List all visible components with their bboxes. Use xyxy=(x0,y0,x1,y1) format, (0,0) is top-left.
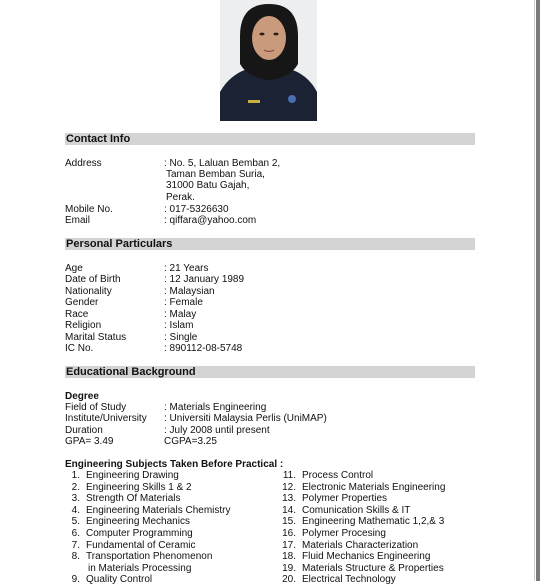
degree-label: Degree xyxy=(65,391,99,402)
subject-number: 13. xyxy=(282,493,296,504)
address-line-4: Perak. xyxy=(166,192,195,203)
subject-name: Fundamental of Ceramic xyxy=(86,540,196,551)
subject-name: Comunication Skills & IT xyxy=(302,505,411,516)
address-label: Address xyxy=(65,158,102,169)
personal-row xyxy=(65,343,242,354)
personal-value: : 21 Years xyxy=(164,263,209,274)
subject-number: 7. xyxy=(71,540,80,551)
subject-number: 9. xyxy=(71,574,80,585)
subject-name: Quality Control xyxy=(86,574,153,585)
subject-item xyxy=(66,563,191,575)
address-line-1: : No. 5, Laluan Bemban 2, xyxy=(164,158,281,169)
personal-label: Age xyxy=(65,263,83,274)
subject-number: 5. xyxy=(71,516,80,527)
subject-item xyxy=(280,505,410,517)
subject-name: Engineering Skills 1 & 2 xyxy=(86,482,192,493)
field-of-study-row xyxy=(65,402,266,413)
subject-name: Polymer Properties xyxy=(302,493,388,504)
personal-value: : 12 January 1989 xyxy=(164,274,245,285)
subject-name: Process Control xyxy=(302,470,374,481)
subject-name: Fluid Mechanics Engineering xyxy=(302,551,431,562)
subject-name: Materials Structure & Properties xyxy=(302,563,444,574)
window-scrollbar-edge xyxy=(536,0,540,581)
personal-label: IC No. xyxy=(65,343,94,354)
subject-name: Engineering Materials Chemistry xyxy=(86,505,231,516)
subject-item xyxy=(64,528,193,540)
personal-label: Date of Birth xyxy=(65,274,121,285)
contact-info-heading: Contact Info xyxy=(65,133,475,145)
personal-value: : Single xyxy=(164,332,198,343)
personal-value: : Malay xyxy=(164,309,197,320)
personal-row xyxy=(65,263,208,274)
personal-value: : Female xyxy=(164,297,203,308)
subject-number: 6. xyxy=(71,528,80,539)
subject-name: Strength Of Materials xyxy=(86,493,181,504)
subject-item xyxy=(280,563,444,575)
gpa-value: GPA= 3.49 xyxy=(65,436,114,447)
subject-item xyxy=(280,528,386,540)
personal-value: : Malaysian xyxy=(164,286,215,297)
subject-name: Engineering Mechanics xyxy=(86,516,190,527)
subject-number: 18. xyxy=(282,551,296,562)
subject-item xyxy=(64,505,231,517)
duration-label: Duration xyxy=(65,425,103,436)
personal-row xyxy=(65,297,203,308)
subject-number: 8. xyxy=(71,551,80,562)
subject-name: Electronic Materials Engineering xyxy=(302,482,446,493)
subject-number: 12. xyxy=(282,482,296,493)
subject-number: 3. xyxy=(71,493,80,504)
subject-name: Electrical Technology xyxy=(302,574,396,585)
personal-label: Marital Status xyxy=(65,332,127,343)
personal-particulars-heading: Personal Particulars xyxy=(65,238,475,250)
subject-item xyxy=(280,493,387,505)
email-value: : qiffara@yahoo.com xyxy=(164,215,257,226)
personal-label: Gender xyxy=(65,297,99,308)
subject-item xyxy=(64,482,192,494)
subject-number: 20. xyxy=(282,574,296,585)
email-row xyxy=(65,215,256,226)
subject-item xyxy=(280,470,373,482)
subject-item xyxy=(280,482,445,494)
institute-row xyxy=(65,413,327,424)
mobile-row xyxy=(65,204,229,215)
duration-value: : July 2008 until present xyxy=(164,425,270,436)
subject-number: 16. xyxy=(282,528,296,539)
personal-row xyxy=(65,274,244,285)
field-of-study-label: Field of Study xyxy=(65,402,127,413)
subject-item xyxy=(64,493,180,505)
profile-photo xyxy=(220,0,317,121)
subject-name: Computer Programming xyxy=(86,528,193,539)
subject-name: Materials Characterization xyxy=(302,540,419,551)
personal-label: Race xyxy=(65,309,89,320)
window-divider xyxy=(534,0,535,581)
personal-row xyxy=(65,332,197,343)
subject-number: 14. xyxy=(282,505,296,516)
address-line-2: Taman Bemban Suria, xyxy=(166,169,265,180)
address-row xyxy=(65,158,280,169)
cgpa-value: CGPA=3.25 xyxy=(164,436,217,447)
subject-number: 1. xyxy=(71,470,80,481)
personal-value: : Islam xyxy=(164,320,194,331)
subject-name: Polymer Procesing xyxy=(302,528,386,539)
personal-row xyxy=(65,309,196,320)
subject-item xyxy=(64,516,190,528)
subject-name: in Materials Processing xyxy=(88,563,192,574)
subject-number: 11. xyxy=(282,470,296,481)
subject-name: Transportation Phenomenon xyxy=(86,551,213,562)
personal-label: Religion xyxy=(65,320,102,331)
subject-item xyxy=(280,551,430,563)
subject-item xyxy=(64,574,152,586)
subject-number: 17. xyxy=(282,540,296,551)
subject-number: 19. xyxy=(282,563,296,574)
subject-name: Engineering Mathematic 1,2,& 3 xyxy=(302,516,445,527)
personal-row xyxy=(65,320,193,331)
subject-number: 4. xyxy=(71,505,80,516)
gpa-row xyxy=(65,436,217,447)
educational-background-heading: Educational Background xyxy=(65,366,475,378)
subject-number: 15. xyxy=(282,516,296,527)
mobile-value: : 017-5326630 xyxy=(164,204,229,215)
address-line-3: 31000 Batu Gajah, xyxy=(166,180,250,191)
personal-row xyxy=(65,286,215,297)
subject-item xyxy=(280,516,444,528)
subject-item xyxy=(64,551,212,563)
mobile-label: Mobile No. xyxy=(65,204,113,215)
personal-label: Nationality xyxy=(65,286,112,297)
subject-item xyxy=(280,540,418,552)
subject-item xyxy=(64,470,179,482)
duration-row xyxy=(65,425,270,436)
subject-item xyxy=(64,540,196,552)
subject-number: 2. xyxy=(71,482,80,493)
subjects-heading: Engineering Subjects Taken Before Practical : xyxy=(65,459,284,470)
institute-value: : Universiti Malaysia Perlis (UniMAP) xyxy=(164,413,327,424)
email-label: Email xyxy=(65,215,91,226)
subject-name: Engineering Drawing xyxy=(86,470,179,481)
subject-item xyxy=(280,574,396,586)
personal-value: : 890112-08-5748 xyxy=(164,343,243,354)
field-of-study-value: : Materials Engineering xyxy=(164,402,267,413)
institute-label: Institute/University xyxy=(65,413,147,424)
